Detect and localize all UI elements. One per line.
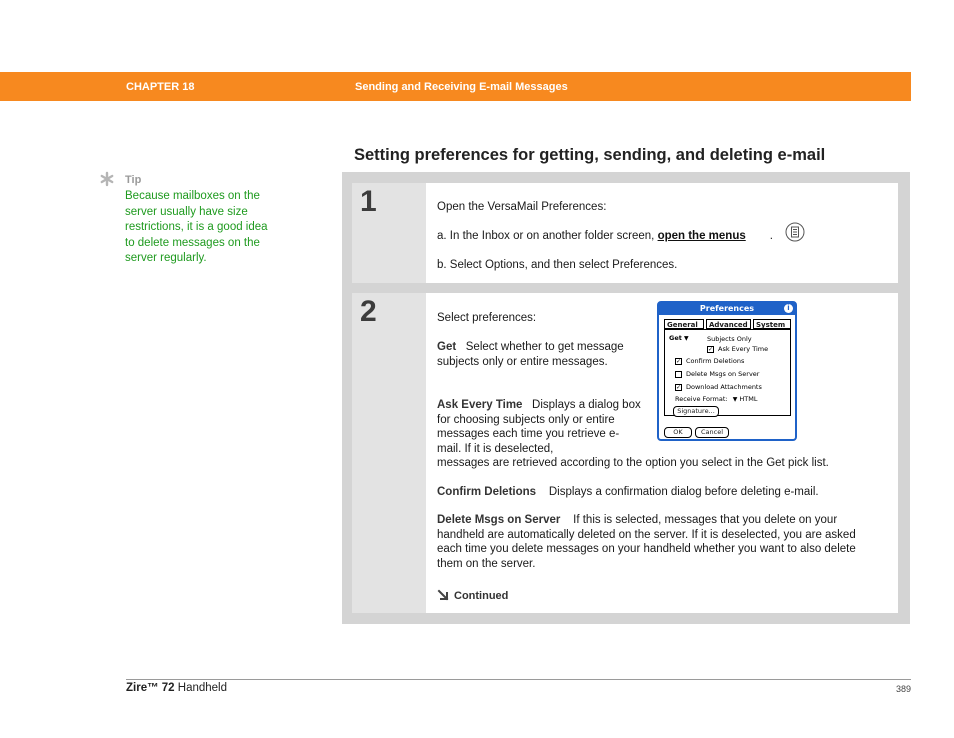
delete-msgs-description (437, 513, 882, 571)
step-1-gutter (352, 183, 426, 283)
dropdown-arrow-icon: ▼ (732, 396, 738, 403)
ask-every-time-continued: messages are retrieved according to the option you select in the Get pick list. (437, 457, 829, 469)
footer-divider (126, 679, 911, 680)
step-1-item-a-suffix: . (769, 230, 773, 242)
confirm-deletions-desc: Displays a confirmation dialog before deleting e-mail. (548, 486, 819, 498)
dialog-receive-format-value: HTML (739, 395, 758, 403)
ok-button: OK (664, 427, 692, 438)
dialog-receive-format-label: Receive Format: (675, 395, 728, 403)
step-2-number: 2 (360, 295, 377, 328)
step-2-intro: Select preferences: (437, 312, 537, 324)
menu-icon (785, 222, 805, 242)
delete-on-server-checkbox-row (675, 370, 759, 378)
get-description (437, 340, 637, 369)
page-number: 389 (895, 684, 911, 694)
ask-every-time-desc: Displays a dialog box for choosing subjects only or entire messages each time you retrieve e-mail. If it is deselected, (437, 399, 641, 455)
tab-general: General (664, 319, 704, 329)
receive-format-row (675, 395, 757, 404)
dialog-download-attachments: Download Attachments (686, 383, 762, 391)
signature-button: Signature... (673, 406, 719, 417)
checkbox-checked-icon: ✓ (708, 345, 714, 353)
confirm-deletions-description (437, 485, 819, 500)
tab-system: System (753, 319, 791, 329)
checkbox-unchecked-icon (675, 371, 682, 378)
get-picklist-row (669, 334, 689, 343)
footer-product-suffix: Handheld (174, 682, 228, 694)
chapter-title: Sending and Receiving E-mail Messages (355, 81, 568, 93)
section-title: Setting preferences for getting, sending, and deleting e-mail (354, 146, 826, 164)
checkbox-checked-icon: ✓ (676, 383, 682, 391)
continued-arrow-icon (437, 589, 450, 602)
confirm-deletions-term: Confirm Deletions (437, 486, 537, 498)
footer-product (126, 682, 227, 694)
ask-every-time-description (437, 398, 642, 456)
ask-every-time-checkbox-row (707, 345, 768, 353)
delete-msgs-desc: If this is selected, messages that you delete on your handheld are automatically deleted on the server. If it is deselected, you are asked each time you delete messages on your handheld whether you want to also delete them on the server. (437, 514, 856, 570)
dialog-general-panel (664, 329, 791, 416)
checkbox-checked-icon: ✓ (676, 357, 682, 365)
dropdown-arrow-icon: ▼ (683, 335, 689, 342)
step-2-gutter (352, 293, 426, 613)
open-menus-link[interactable]: open the menus (657, 230, 746, 242)
dialog-ask-every-time: Ask Every Time (718, 345, 769, 353)
step-1-item-a-text: a. In the Inbox or on another folder screen, (437, 230, 658, 242)
confirm-deletions-checkbox-row (675, 357, 744, 365)
dialog-delete-on-server: Delete Msgs on Server (686, 370, 760, 378)
ask-every-time-term: Ask Every Time (437, 399, 523, 411)
tip-text: Because mailboxes on the server usually have size restrictions, it is a good idea to delete messages on the server regularly. (125, 190, 268, 264)
get-desc: Select whether to get message subjects only or entire messages. (437, 341, 624, 368)
cancel-button: Cancel (695, 427, 729, 438)
footer-product-name: Zire™ 72 (126, 682, 175, 694)
dialog-confirm-deletions: Confirm Deletions (686, 357, 745, 365)
get-term: Get (437, 341, 457, 353)
step-1-number: 1 (360, 185, 377, 218)
step-1-intro: Open the VersaMail Preferences: (437, 201, 607, 213)
info-icon: i (784, 304, 793, 313)
download-attachments-checkbox-row (675, 383, 762, 391)
asterisk-icon (99, 171, 115, 187)
preferences-dialog-screenshot (657, 301, 797, 441)
dialog-title: Preferences (659, 303, 795, 315)
tip-label: Tip (125, 174, 142, 186)
tab-advanced: Advanced (706, 319, 751, 329)
step-1-item-a (437, 229, 773, 244)
step-1-item-b: b. Select Options, and then select Preferences. (437, 259, 678, 271)
get-value: Subjects Only (707, 335, 752, 343)
delete-msgs-term: Delete Msgs on Server (437, 514, 561, 526)
dialog-get-label: Get (669, 334, 682, 342)
continued-label[interactable]: Continued (454, 590, 509, 602)
chapter-label: CHAPTER 18 (126, 81, 195, 93)
